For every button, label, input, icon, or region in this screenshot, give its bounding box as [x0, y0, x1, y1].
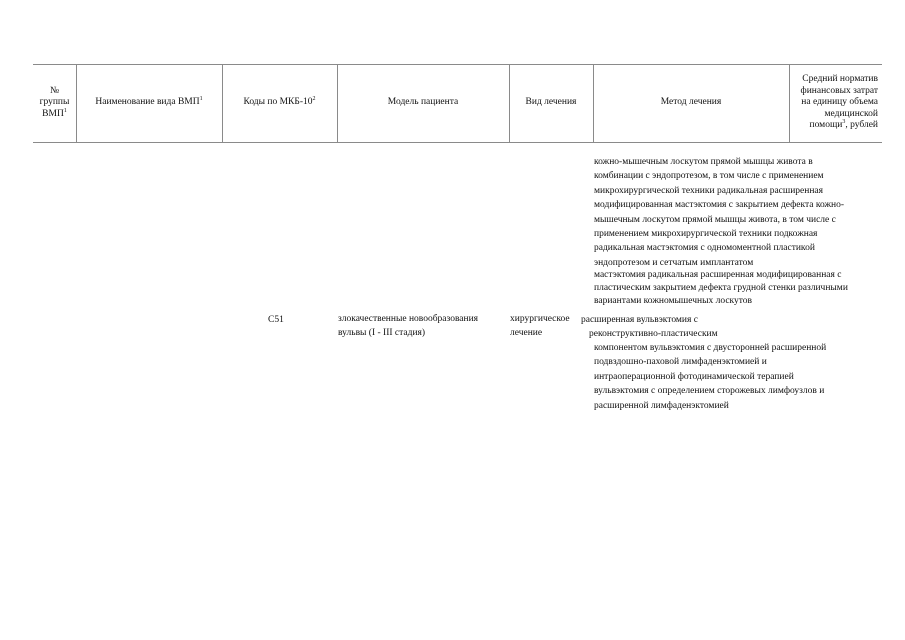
treatment-type-text: хирургическое лечение — [510, 314, 570, 338]
header-treatment-method: Метод лечения — [660, 97, 722, 108]
method-line-tail: реконструктивно-пластическим — [589, 329, 718, 339]
header-icd-codes: Коды по МКБ-$10^2$ — [243, 96, 316, 108]
header-average-cost: Средний норматив финансовых затрат на единицу объема медицинской помощи$^3$, рублей — [800, 74, 878, 131]
method-text-block: компонентом вульвэктомия с двусторонней расширенной подвздошно-паховой лимфаденэктомией и интраоперационной фотодинамической терапией вульвэктомия с определением сторожевых лимфоузлов и расширенной лимфаденэктомией — [594, 343, 827, 411]
patient-model-text: злокачественные новообразования вульвы (I - III стадия) — [338, 314, 479, 338]
header-treatment-type: Вид лечения — [525, 97, 577, 108]
method-text-block: мастэктомия радикальная расширенная модифицированная с пластическим закрытием дефекта грудной стенки различными вариантами кожномышечных лоскутов — [594, 270, 848, 306]
method-text-block: кожно-мышечным лоскутом прямой мышцы живота в комбинации с эндопротезом, в том числе с применением микрохирургической техники радикальная расширенная модифицированная мастэктомия с закрытием дефекта кожно- мышечным лоскутом прямой мышцы живота, в том числе с применением микрохирургической техники подкожная радикальная мастэктомия с одномоментной пластикой эндопротезом и сетчатым имплантатом — [594, 157, 845, 268]
method-line-tail: расширенная вульвэктомия с — [581, 315, 698, 325]
header-vmp-type-name: Наименование вида ВМП$^1$ — [95, 96, 203, 108]
icd-code: C51 — [268, 315, 284, 325]
header-group-number: № группы ВМП$^1$ — [39, 85, 70, 119]
table-header-bottom-rule — [33, 142, 882, 143]
header-patient-model: Модель пациента — [387, 97, 459, 108]
